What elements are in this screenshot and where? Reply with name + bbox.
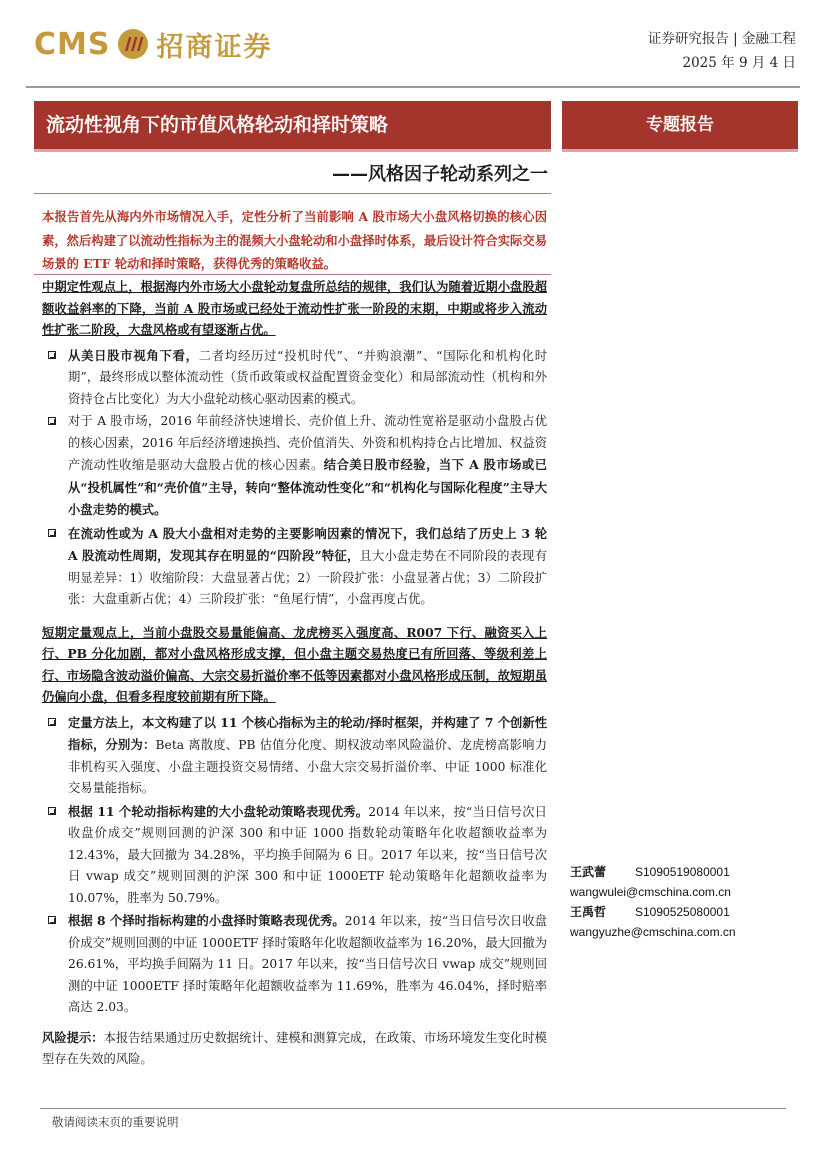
- footer-disclaimer: 敬请阅读末页的重要说明: [52, 1115, 179, 1129]
- bullet-bold-text: 根据 8 个择时指标构建的小盘择时策略表现优秀。: [68, 913, 345, 928]
- report-body: [42, 276, 547, 1083]
- short-term-view: 短期定量观点上，当前小盘股交易量能偏高、龙虎榜买入强度高、R007 下行、融资买入上行、PB 分化加剧，都对小盘风格形成支撑，但小盘主题交易热度已有所回落、等级利差上行、市场隐含波动溢价偏高、大宗交易折溢价率不低等因素都对小盘风格形成压制，故短期虽仍偏向小盘，但看多程度较前期有所下降。: [42, 624, 547, 704]
- abstract-divider: [34, 274, 551, 275]
- abstract: 本报告首先从海内外市场情况入手，定性分析了当前影响 A 股市场大小盘风格切换的核心因素，然后构建了以流动性指标为主的混频大小盘轮动和小盘择时体系，最后设计符合实际交易场景的 ETF 轮动和择时策略，获得优秀的策略收益。: [42, 209, 547, 271]
- badge-underline: [562, 149, 798, 152]
- report-meta: [648, 27, 796, 75]
- report-date: 2025 年 9 月 4 日: [682, 55, 796, 71]
- checkbox-bullet-icon: [48, 417, 56, 425]
- analyst-email[interactable]: wangwulei@cmschina.com.cn: [570, 885, 731, 899]
- subtitle-divider: [34, 193, 551, 194]
- bullet-text: 二者均经历过“投机时代”、“并购浪潮”、“国际化和机构化时期”，最终形成以整体流动性（货币政策或权益配置资金变化）和局部流动性（机构和外资持仓占比变化）为大小盘轮动核心驱动因素的模式。: [68, 348, 547, 406]
- bullet-rotation-strategy: [42, 801, 547, 910]
- company-logo: [34, 24, 272, 64]
- title-underline: [34, 149, 551, 152]
- header-divider: [26, 86, 800, 88]
- checkbox-bullet-icon: [48, 807, 56, 815]
- bullet-bold-text: 在流动性或为 A 股大小盘相对走势的主要影响因素的情况下，我们总结了历史上 3 轮 A 股流动性周期，发现其存在明显的“四阶段”特征，: [68, 525, 547, 563]
- bullet-bold-text: 根据 11 个轮动指标构建的大小盘轮动策略表现优秀。: [68, 803, 369, 819]
- analyst-card: [570, 902, 736, 942]
- risk-label: 风险提示：: [42, 1029, 104, 1045]
- report-subtitle: ——风格因子轮动系列之一: [332, 164, 548, 185]
- analyst-cert: S1090519080001: [635, 865, 730, 879]
- bullet-text: 对于 A 股市场，2016 年前经济快速增长、壳价值上升、流动性宽裕是驱动小盘股占优的核心因素，2016 年后经济增速换挡、壳价值消失、外资和机构持仓占比增加、权益资产流动性收缩是驱动大盘股占优的核心因素。: [68, 414, 547, 472]
- bullet-liquidity-cycle: [42, 523, 547, 611]
- bullet-text: 2014 年以来，按“当日信号次日收盘价成交”规则回测的中证 1000ETF 择时策略年化收超额收益率为 16.20%，最大回撤为 26.61%，平均换手间隔为 11 日。2017 年以来，按“当日信号次日 vwap 成交”规则回测的中证 1000ETF 择时策略年化超额收益率为 11.69%，胜率为 46.04%，择时赔率高达 2.03。: [68, 914, 547, 1014]
- bullet-bold-text: 从美日股市视角下看，: [68, 347, 199, 363]
- footer-divider: [40, 1108, 786, 1109]
- checkbox-bullet-icon: [48, 718, 56, 726]
- report-category-badge: 专题报告: [562, 101, 798, 149]
- bullet-text: 且大小盘走势在不同阶段的表现有明显差异：1）收缩阶段：大盘显著占优；2）一阶段扩张：小盘显著占优；3）二阶段扩张：大盘重新占优；4）三阶段扩张：“鱼尾行情”，小盘再度占优。: [68, 549, 547, 606]
- analyst-cert: S1090525080001: [635, 905, 730, 919]
- checkbox-bullet-icon: [48, 351, 56, 359]
- bullet-bold-text: 定量方法上，本文构建了以 11 个核心指标为主的轮动/择时框架，并构建了 7 个创新性指标，分别为：: [68, 714, 547, 752]
- bullet-timing-strategy: [42, 910, 547, 1019]
- analyst-name: 王禹哲: [570, 905, 607, 919]
- report-title: 流动性视角下的市值风格轮动和择时策略: [34, 101, 551, 149]
- bullet-quant-method: [42, 712, 547, 800]
- analyst-card: [570, 862, 731, 902]
- bullet-text: Beta 离散度、PB 估值分化度、期权波动率风险溢价、龙虎榜高影响力非机构买入强度、小盘主题投资交易情绪、小盘大宗交易折溢价率、中证 1000 标准化交易量能指标。: [68, 738, 547, 795]
- logo-chinese-text: 招商证券: [156, 31, 273, 63]
- checkbox-bullet-icon: [48, 916, 56, 924]
- risk-warning: [42, 1027, 547, 1071]
- bullet-text: 2014 年以来，按“当日信号次日收盘价成交”规则回测的沪深 300 和中证 1000 指数轮动策略年化收超额收益率为 12.43%，最大回撤为 34.28%，平均换手间隔为 6 日。2017 年以来，按“当日信号次日 vwap 成交”规则回测的沪深 300 和中证 1000ETF 轮动策略年化超额收益率为 10.07%，胜率为 50.79%。: [68, 804, 547, 905]
- logo-latin-text: CMS: [34, 26, 111, 62]
- bullet-us-japan: [42, 345, 547, 411]
- report-type: 证券研究报告 | 金融工程: [647, 31, 796, 47]
- checkbox-bullet-icon: [48, 529, 56, 537]
- risk-text: 本报告结果通过历史数据统计、建模和测算完成，在政策、市场环境发生变化时模型存在失效的风险。: [42, 1030, 547, 1066]
- bullet-bold-text: 结合美日股市经验，当下 A 股市场或已从“投机属性”和“壳价值”主导，转向“整体流动性变化”和“机构化与国际化程度”主导大小盘走势的模式。: [68, 457, 547, 517]
- analyst-name: 王武蕾: [570, 865, 607, 879]
- mid-term-view: 中期定性观点上，根据海内外市场大小盘轮动复盘所总结的规律，我们认为随着近期小盘股超额收益斜率的下降，当前 A 股市场或已经处于流动性扩张一阶段的末期，中期或将步入流动性扩张二阶段，大盘风格或有望逐渐占优。: [42, 279, 547, 337]
- logo-emblem-icon: [116, 27, 150, 61]
- bullet-a-share: [42, 411, 547, 522]
- analyst-email[interactable]: wangyuzhe@cmschina.com.cn: [570, 925, 736, 939]
